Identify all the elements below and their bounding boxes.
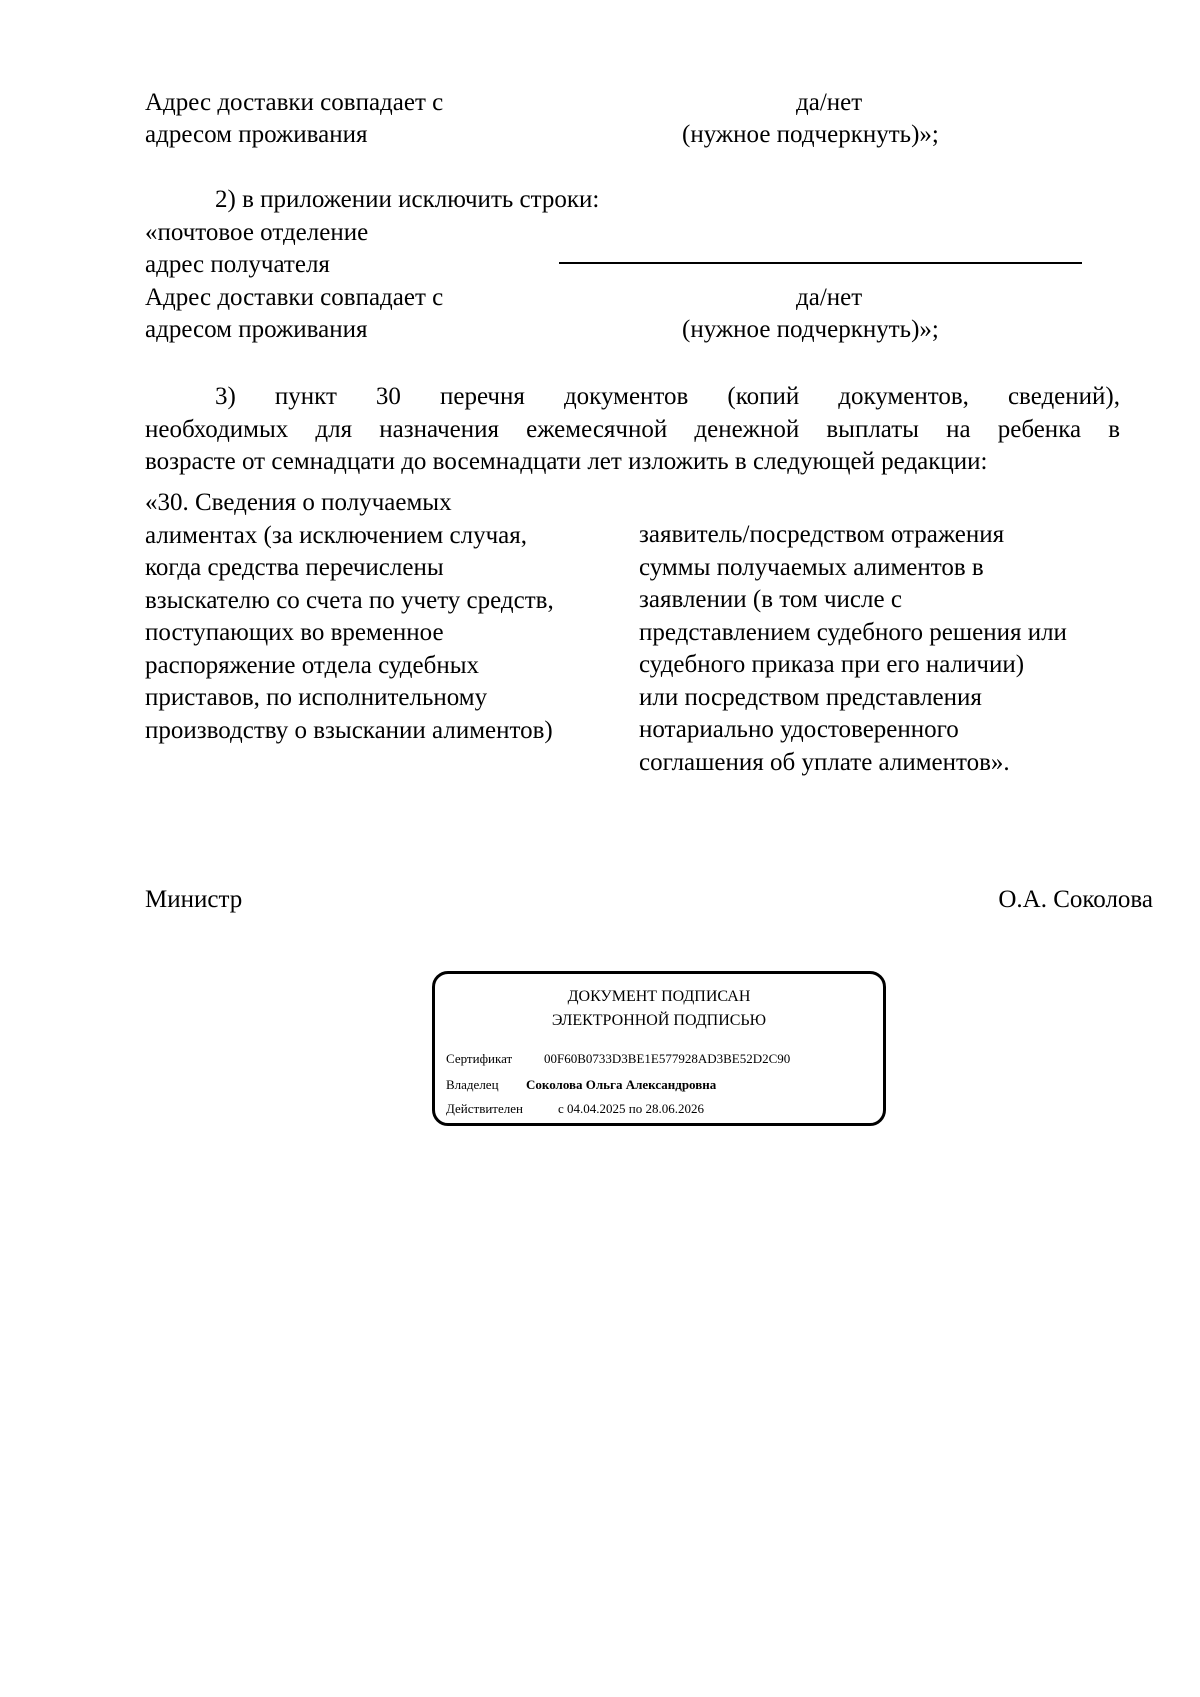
stamp-title-line2: ЭЛЕКТРОННОЙ ПОДПИСЬЮ <box>551 1012 767 1029</box>
item2-value-line2: (нужное подчеркнуть)»; <box>682 316 939 343</box>
stamp-owner-label: Владелец <box>446 1077 499 1092</box>
table-left-line: «30. Сведения о получаемых <box>145 489 452 516</box>
delivery-value-line1: да/нет <box>796 89 863 116</box>
delivery-label-line1: Адрес доставки совпадает с <box>145 89 444 116</box>
stamp-certificate-value: 00F60B0733D3BE1E577928AD3BE52D2C90 <box>544 1051 791 1066</box>
stamp-valid-value: с 04.04.2025 по 28.06.2026 <box>558 1101 704 1116</box>
item2-heading: 2) в приложении исключить строки: <box>215 186 600 213</box>
item2-value-line1: да/нет <box>796 284 863 311</box>
delivery-label-line2: адресом проживания <box>145 121 368 148</box>
table-right-line: суммы получаемых алиментов в <box>639 553 984 581</box>
signer-name: О.А. Соколова <box>998 886 1153 913</box>
stamp-valid-row <box>446 1101 704 1117</box>
item3-line: 3) пункт 30 перечня документов (копий документов, сведений), <box>215 383 1120 410</box>
table-left-line: поступающих во временное <box>145 619 444 646</box>
table-left-line: алиментах (за исключением случая, <box>145 521 527 549</box>
table-right-line: заявлении (в том числе с <box>639 586 902 613</box>
table-right-line: соглашения об уплате алиментов». <box>639 748 1010 776</box>
table-left-line: приставов, по исполнительному <box>145 684 488 711</box>
table-left-column <box>145 487 554 747</box>
item2-line4: адресом проживания <box>145 316 368 343</box>
electronic-signature-stamp <box>432 971 886 1126</box>
table-right-line: заявитель/посредством отражения <box>639 521 1005 548</box>
table-right-line: нотариально удостоверенного <box>639 716 959 743</box>
stamp-valid-label: Действителен <box>446 1101 523 1116</box>
delivery-value-line2: (нужное подчеркнуть)»; <box>682 121 939 148</box>
stamp-owner-row <box>446 1077 716 1093</box>
stamp-certificate-label: Сертификат <box>446 1051 513 1066</box>
stamp-title-line1: ДОКУМЕНТ ПОДПИСАН <box>567 988 751 1005</box>
table-left-line: когда средства перечислены <box>145 554 444 581</box>
item3-line: возрасте от семнадцати до восемнадцати лет изложить в следующей редакции: <box>145 448 988 475</box>
item2-line1: «почтовое отделение <box>145 219 369 246</box>
signature-line <box>559 262 1082 264</box>
table-left-line: взыскателю со счета по учету средств, <box>145 586 554 614</box>
table-right-line: представлением судебного решения или <box>639 618 1067 646</box>
table-right-line: судебного приказа при его наличии) <box>639 651 1025 678</box>
stamp-certificate-row <box>446 1051 790 1067</box>
signer-position: Министр <box>145 886 243 913</box>
stamp-owner-value: Соколова Ольга Александровна <box>526 1077 717 1092</box>
item2-line3: Адрес доставки совпадает с <box>145 284 444 311</box>
table-left-line: производству о взыскании алиментов) <box>145 716 553 744</box>
table-right-line: или посредством представления <box>639 683 982 711</box>
item3-line: необходимых для назначения ежемесячной денежной выплаты на ребенка в <box>145 415 1120 443</box>
item3-paragraph <box>145 381 1120 479</box>
item2-line2: адрес получателя <box>145 251 330 278</box>
table-left-line: распоряжение отдела судебных <box>145 651 480 679</box>
table-right-column <box>639 519 1067 779</box>
